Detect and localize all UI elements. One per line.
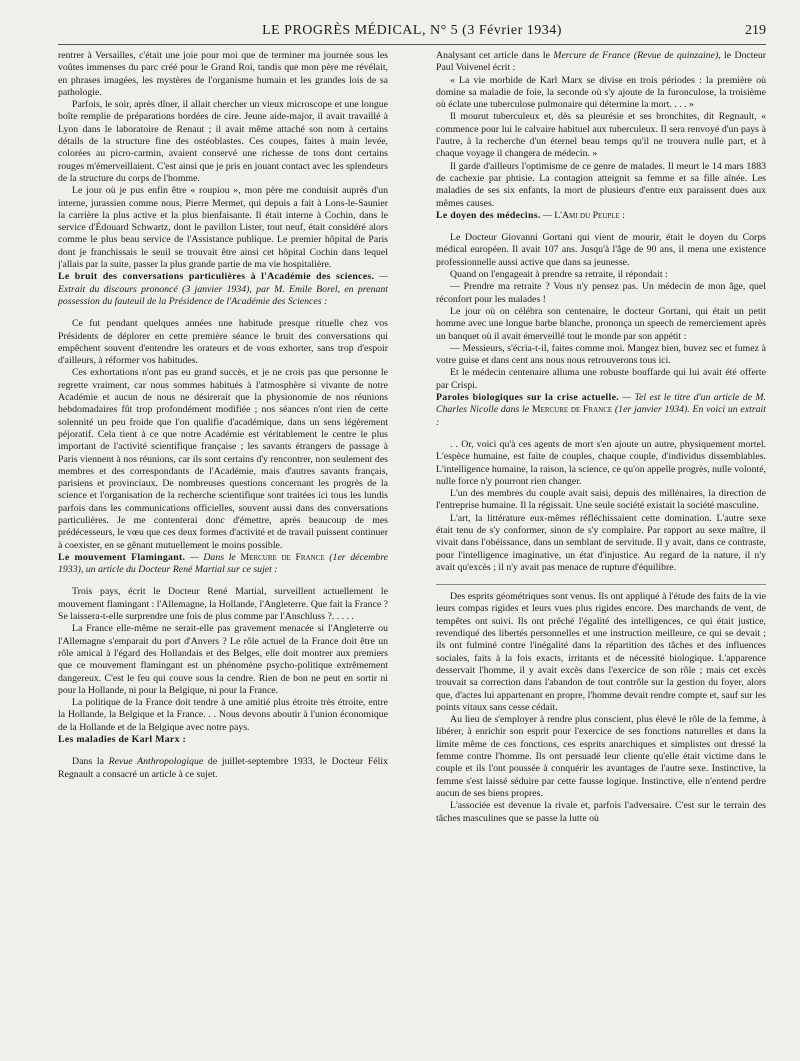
heading-title: Le mouvement Flamingant. bbox=[58, 551, 186, 563]
paragraph: Au lieu de s'employer à rendre plus conscient, plus élevé le rôle de la femme, à libérer, à enrichir son esprit pour l'exercice de ses fonctions naturelles et dans la limite même de ces fonctions, ces esprits anarchiques et simplistes ont dressé la femme contre l'homme. Ils ont persuadé leur cliente qu'elle était victime dans le couple et ils l'ont poussée à conquérir les avantages de l'autre sexe. Instinctive, la femme s'est laissé séduire par cette fausse logique. Instinctive, elle n'entend perdre aucun de ses biens propres. bbox=[436, 714, 766, 799]
right-column bbox=[436, 50, 766, 1050]
heading-title: Le bruit des conversations particulières à l'Académie des sciences. bbox=[58, 271, 375, 283]
paragraph: Trois pays, écrit le Docteur René Martial, surveillent actuellement le mouvement flamingant : l'Allemagne, la Hollande, l'Angleterre. Que fait la France ? Se laissera-t-elle surprendre une fois de plus comme par l'Anschluss ?. . . . . bbox=[58, 586, 388, 623]
running-header bbox=[58, 20, 766, 45]
paragraph: L'un des membres du couple avait saisi, depuis des millénaires, la direction de l'entreprise humaine. Il la régissait. Une seule société existait la société masculine. bbox=[436, 488, 766, 512]
paragraph: Le jour où je pus enfin être « roupiou », mon père me conduisit auprès d'un interne, jurassien comme nous, Pierre Mermet, qui depuis a fait à Lons-le-Saunier la carrière la plus active et la plus bienfaisante. Il était interne à Cochin, dans le service d'Édouard Schwartz, dont le pavillon Lister, tout neuf, était considéré alors comme le plus beau service de l'Assistance publique. Le premier hôpital de Paris dont je franchissais le seuil se trouvait être ainsi cet hôpital Cochin dans lequel j'allais par la suite, passer la plus grande partie de ma vie hospitalière. bbox=[58, 185, 388, 271]
left-column bbox=[58, 50, 388, 1050]
paragraph: Il mourut tuberculeux et, dès sa pleurésie et ses bronchites, dit Regnault, « commence pour lui le calvaire habituel aux tuberculeux. Il sera renvoyé d'un pays à l'autre, à la recherche d'un éternel beau temps qu'il ne trouvera nulle part, et à chaque voyage il changera de médecin. » bbox=[436, 111, 766, 160]
paragraph: Et le médecin centenaire alluma une robuste bouffarde qui lui avait été offerte par Crispi. bbox=[436, 367, 766, 391]
paragraph: rentrer à Versailles, c'était une joie pour moi que de terminer ma journée sous les voûtes immenses du parc créé pour le Grand Roi, tandis que mon père me révélait, en phrases imagées, les mystères de l'organisme humain et les grandes lois de sa pathologie. bbox=[58, 50, 388, 98]
paragraph: Des esprits géométriques sont venus. Ils ont appliqué à l'étude des faits de la vie leurs compas rigides et leurs vues plus rigides encore. Des marchands de vent, de tempêtes ont suivi. Ils ont prêché l'égalité des intelligences, ce qui était justice, revendiqué des libertés personnelles et une instruction meilleure, ce qui se devait ; ils ont fulminé contre l'inégalité dans la répartition des tâches et des influences sociales, faits à la fois exacts, irritants et de nécessité biologique. L'apparence desservait l'homme, il y avait excès dans l'exercice de son rôle ; mais cet excès trouvait sa correction dans l'abandon de tout contrôle sur la gestion du foyer, alors que, d'actes lui appartenant en propre, l'homme devait rendre compte et, sauf sur les points vitaux sans cesse cédait. bbox=[436, 591, 766, 713]
heading-title: Paroles biologiques sur la crise actuelle. bbox=[436, 392, 619, 404]
paragraph: La politique de la France doit tendre à une amitié plus étroite très étroite, entre la Hollande, la Belgique et la France. . . Nous devons aboutir à l'union économique de la Hollande et de la Belgique avec notre pays. bbox=[58, 697, 388, 733]
heading-title: Le doyen des médecins. bbox=[436, 209, 541, 221]
journal-title: LE PROGRÈS MÉDICAL, N° 5 (3 Février 1934) bbox=[262, 23, 562, 38]
section-heading-paroles: Paroles biologiques sur la crise actuelle. — Tel est le titre d'un article de M. Charles Nicolle dans le Mercure de France (1er janvier 1934). En voici un extrait : bbox=[436, 392, 766, 428]
paragraph: Analysant cet article dans le Mercure de France (Revue de quinzaine), le Docteur Paul Voivenel écrit : bbox=[436, 50, 766, 74]
revue-title: Revue Anthropologique bbox=[108, 756, 204, 768]
page-number: 219 bbox=[745, 23, 766, 38]
heading-source: L'Ami du Peuple bbox=[554, 209, 620, 221]
paragraph: Quand on l'engageait à prendre sa retraite, il répondait : bbox=[450, 269, 668, 281]
paragraph: . . Or, voici qu'à ces agents de mort s'en ajoute un autre, physiquement mortel. L'espèce humaine, est faite de couples, chaque couple, d'individus dissemblables. L'intelligence humaine, la raison, la science, ce qu'on appelle progrès, nulle volonté, nulle force n'y pourront rien changer. bbox=[436, 438, 766, 487]
paragraph: L'art, la littérature eux-mêmes réfléchissaient cette domination. L'autre sexe était tenu de s'y conformer, sinon de s'y complaire. Par rapport au sexe maître, il vivait dans l'obéissance, dans un semblant de servitude. Il y avait, dans ce contraste, pour l'intelligence imaginative, un état d'injustice. Au regard de la nature, il n'y avait qu'excès ; il n'y avait pas menace de rupture d'équilibre. bbox=[436, 512, 766, 573]
revue-title: Mercure de France (Revue de quinzaine) bbox=[553, 50, 719, 61]
paragraph: — Messieurs, s'écria-t-il, faites comme moi. Mangez bien, buvez sec et fumez à votre guise et dans cent ans nous nous retrouverons tous ici. bbox=[436, 342, 766, 367]
heading-source: Mercure de France bbox=[240, 551, 325, 563]
paragraph: Le Docteur Giovanni Gortani qui vient de mourir, était le doyen du Corps médical européen. Il avait 107 ans. Jusqu'à l'âge de 90 ans, il mena une existence professionnelle aussi active que dans sa jeunesse. bbox=[436, 232, 766, 268]
paragraph: La France elle-même ne serait-elle pas gravement menacée si l'Angleterre ou l'Allemagne s'emparait du port d'Anvers ? Le rôle actuel de la France doit être un rôle amical à l'égard des Hollandais et des Belges, elle doit montrer aux premiers que ce mouvement flamingant est un phénomène psycho-politique extrêmement dangereux. C'est le feu qui couve sous la cendre. Rien de bon ne peut en sortir ni pour la Hollande, ni pour la Belgique, ni pour la France. bbox=[58, 623, 388, 696]
heading-source: — Extrait du discours prononcé (3 janvier 1934), par M. Emile Borel, en prenant possession du fauteuil de la Présidence de l'Académie des Sciences : bbox=[58, 271, 388, 307]
paragraph: Il garde d'ailleurs l'optimisme de ce genre de malades. Il meurt le 14 mars 1883 de cachexie par phtisie. La contagion atteignit sa femme et sa fille aînée. Les maladies de ses six enfants, la mort de plusieurs d'entre eux paraissent dues aux mêmes causes. bbox=[436, 160, 766, 209]
quotation: « La vie morbide de Karl Marx se divise en trois périodes : la première où domine sa maladie de foie, la seconde où s'y ajoute de la furonculose, la troisième où éclate une tuberculose pulmonaire qui détermine la mort. . . . » bbox=[436, 74, 766, 111]
paragraph: Ce fut pendant quelques années une habitude presque rituelle chez vos Présidents de déplorer en cette première séance le bruit des conversations qui empêchent souvent d'entendre les orateurs et de vous exhorter, sans trop d'espoir d'ailleurs, à réformer vos habitudes. bbox=[58, 318, 388, 367]
paragraph: L'associée est devenue la rivale et, parfois l'adversaire. C'est sur le terrain des tâches masculines que se passe la lutte où bbox=[436, 800, 766, 824]
heading-title: Les maladies de Karl Marx : bbox=[58, 734, 187, 746]
section-heading-flamingant: Le mouvement Flamingant. — Dans le Mercure de France (1er décembre 1933), un article du Docteur René Martial sur ce sujet : bbox=[58, 551, 388, 576]
paragraph: — Prendre ma retraite ? Vous n'y pensez pas. Un médecin de mon âge, quel réconfort pour les malades ! bbox=[436, 281, 766, 305]
paragraph: Dans la Revue Anthropologique de juillet-septembre 1933, le Docteur Félix Regnault a consacré un article à ce sujet. bbox=[58, 756, 388, 780]
paragraph: Parfois, le soir, après dîner, il allait chercher un vieux microscope et une longue boîte remplie de préparations bordées de cire. Jeune aide-major, il avait travaillé à Lyon dans le laboratoire de Renaut ; il avait même attaché son nom à certains détails de la structure fine des ostéoblastes. Ces coupes, faites à main levée, colorées au picro-carmin, avaient conservé une richesse de tons dont certains rouges m'émerveillaient. C'est ainsi que je pris en jouant contact avec les splendeurs de la structure du corps de l'homme. bbox=[58, 99, 388, 184]
section-heading-karl-marx bbox=[58, 734, 388, 746]
paragraph: Ces exhortations n'ont pas eu grand succès, et je ne crois pas que personne le regrette vraiment, car nous sommes habitués à l'atmosphère si vivante de notre Académie et aucun de nous ne désirerait que la physionomie de nos réunions hebdomadaires fût trop profondément modifiée ; nos séances n'ont rien de cette solennité un peu froide que l'on qualifie d'académique, dans un sens légèrement péjoratif. Cela tient à ce que notre Académie est véritablement le centre le plus important de l'activité scientifique française ; les savants étrangers de passage à Paris viennent à nos réunions, car ils sont certains d'y rencontrer, non seulement des membres et des correspondants de l'Académie, mais d'autres savants français, parisiens et provinciaux. De nombreuses questions concernant les progrès de la science et l'organisation de la recherche scientifique sont traitées ici tous les lundis parfois dans les communications officielles, souvent aussi dans des conversations particulières. Je me contenterai donc d'émettre, après beaucoup de mes prédécesseurs, le vœu que ces deux formes d'activité et de travail puissent continuer à coexister, en se gênant mutuellement le moins possible. bbox=[58, 367, 388, 551]
section-heading-academie bbox=[58, 271, 388, 308]
section-heading-doyen: Le doyen des médecins. — L'Ami du Peuple : bbox=[436, 209, 625, 221]
separator-rule bbox=[436, 584, 766, 585]
heading-source: Mercure de France bbox=[531, 404, 613, 416]
paragraph: Le jour où on célébra son centenaire, le docteur Gortani, qui était un petit homme avec une longue barbe blanche, prononça un speech de remerciement après un banquet où il avait émerveillé tout le monde par son appétit : bbox=[436, 305, 766, 342]
